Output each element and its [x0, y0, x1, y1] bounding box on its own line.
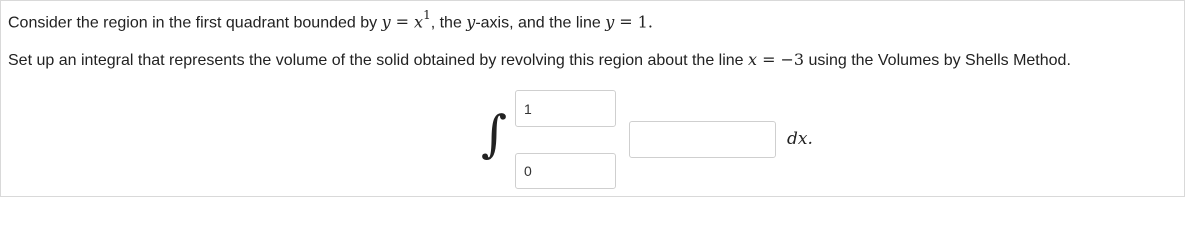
rotation-axis-value: −3 [780, 50, 805, 69]
curve-exponent: 1 [423, 8, 431, 22]
statement-text: , the [430, 14, 467, 32]
line-lhs-variable: y [605, 12, 615, 32]
curve-equals-sign: = [395, 12, 410, 32]
rotation-axis-variable: x [748, 50, 758, 69]
curve-lhs-variable: y [381, 12, 391, 32]
rotation-axis-equals-sign: = [762, 50, 776, 69]
curve-base-variable: x [414, 12, 424, 32]
line-rhs-value: 1. [637, 12, 653, 32]
line-equals-sign: = [619, 12, 633, 32]
axis-variable: y [466, 12, 476, 32]
statement-text: -axis, and the line [475, 14, 606, 32]
problem-statement-line-1 [8, 7, 653, 33]
differential-dx: dx. [787, 129, 813, 149]
integrand-input[interactable] [629, 121, 776, 158]
statement-text: using the Volumes by Shells Method. [804, 52, 1071, 69]
statement-text: Consider the region in the first quadrant bounded by [8, 14, 382, 32]
upper-limit-input[interactable] [515, 90, 616, 127]
integral-sign: ∫ [481, 105, 508, 163]
lower-limit-input[interactable] [515, 153, 616, 189]
problem-statement-line-2 [8, 50, 1071, 71]
statement-text: Set up an integral that represents the volume of the solid obtained by revolving this region about the line [8, 52, 749, 69]
